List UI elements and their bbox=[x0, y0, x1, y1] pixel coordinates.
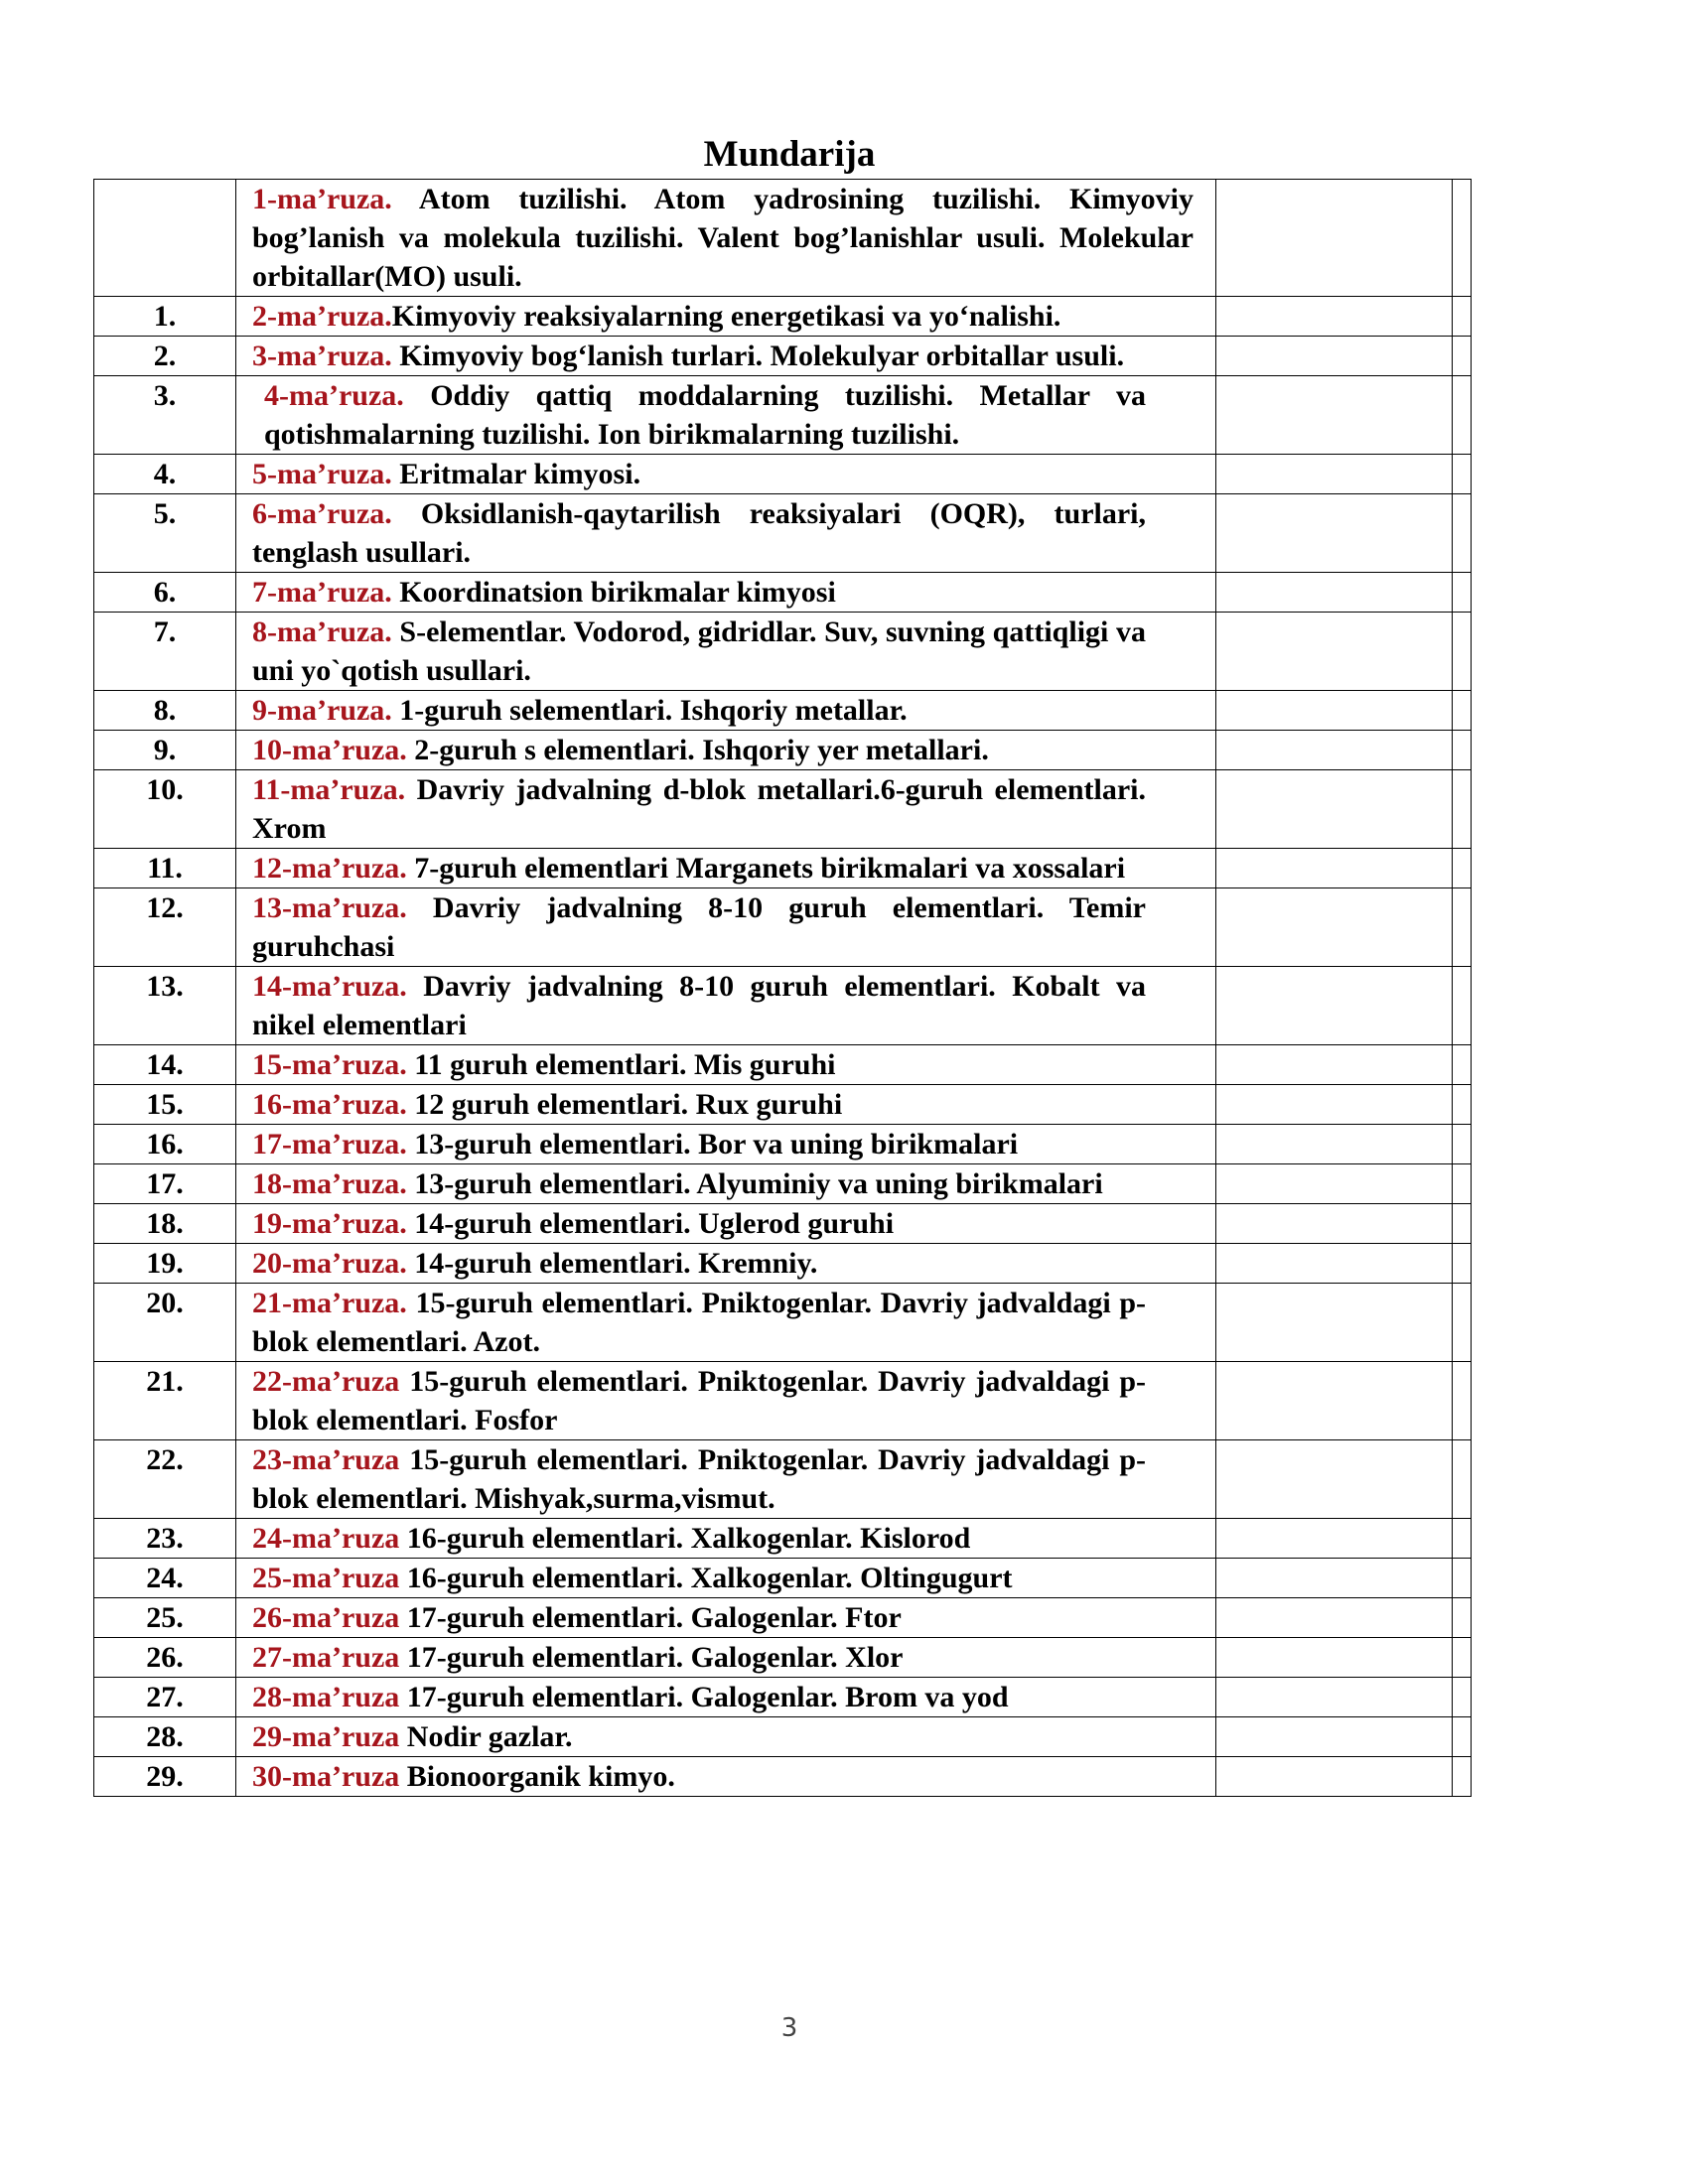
row-number: 11. bbox=[94, 849, 236, 888]
page-cell bbox=[1216, 180, 1453, 297]
page-cell bbox=[1216, 1362, 1453, 1440]
lecture-entry bbox=[236, 1717, 1146, 1756]
lecture-title: Davriy jadvalning 8-10 guruh elementlari. Temir guruhchasi bbox=[252, 891, 1146, 963]
lecture-cell bbox=[236, 613, 1216, 691]
lecture-cell bbox=[236, 1519, 1216, 1559]
table-row bbox=[94, 1362, 1472, 1440]
row-number: 18. bbox=[94, 1204, 236, 1244]
lecture-label: 7-ma’ruza. bbox=[252, 576, 392, 609]
lecture-entry bbox=[236, 1440, 1146, 1518]
table-row bbox=[94, 376, 1472, 455]
lecture-label: 10-ma’ruza. bbox=[252, 734, 407, 766]
lecture-label: 23-ma’ruza bbox=[252, 1443, 400, 1476]
row-number: 17. bbox=[94, 1164, 236, 1204]
lecture-cell bbox=[236, 1678, 1216, 1717]
lecture-entry bbox=[236, 731, 1146, 769]
lecture-title: S-elementlar. Vodorod, gidridlar. Suv, suvning qattiqligi va uni yo`qotish usullari. bbox=[252, 615, 1146, 687]
lecture-cell bbox=[236, 376, 1216, 455]
lecture-label: 25-ma’ruza bbox=[252, 1562, 400, 1594]
extra-cell bbox=[1453, 1164, 1472, 1204]
table-row bbox=[94, 1717, 1472, 1757]
lecture-entry bbox=[236, 849, 1146, 887]
lecture-title: Kimyoviy reaksiyalarning energetikasi va yo‘nalishi. bbox=[391, 300, 1061, 333]
table-row bbox=[94, 691, 1472, 731]
extra-cell bbox=[1453, 1284, 1472, 1362]
page-cell bbox=[1216, 1244, 1453, 1284]
extra-cell bbox=[1453, 455, 1472, 494]
lecture-label: 18-ma’ruza. bbox=[252, 1167, 407, 1200]
row-number: 15. bbox=[94, 1085, 236, 1125]
table-row bbox=[94, 888, 1472, 967]
lecture-cell bbox=[236, 1638, 1216, 1678]
extra-cell bbox=[1453, 1204, 1472, 1244]
extra-cell bbox=[1453, 1125, 1472, 1164]
lecture-cell bbox=[236, 180, 1216, 297]
lecture-cell bbox=[236, 573, 1216, 613]
page-cell bbox=[1216, 731, 1453, 770]
extra-cell bbox=[1453, 180, 1472, 297]
lecture-entry bbox=[236, 455, 1146, 493]
extra-cell bbox=[1453, 297, 1472, 337]
extra-cell bbox=[1453, 888, 1472, 967]
table-row bbox=[94, 337, 1472, 376]
page-cell bbox=[1216, 1204, 1453, 1244]
page-cell bbox=[1216, 1085, 1453, 1125]
lecture-entry bbox=[236, 180, 1194, 296]
row-number: 4. bbox=[94, 455, 236, 494]
lecture-title: 16-guruh elementlari. Xalkogenlar. Oltingugurt bbox=[399, 1562, 1013, 1594]
page-cell bbox=[1216, 1045, 1453, 1085]
lecture-label: 16-ma’ruza. bbox=[252, 1088, 407, 1121]
lecture-cell bbox=[236, 297, 1216, 337]
extra-cell bbox=[1453, 1717, 1472, 1757]
row-number: 2. bbox=[94, 337, 236, 376]
extra-cell bbox=[1453, 731, 1472, 770]
table-row bbox=[94, 297, 1472, 337]
extra-cell bbox=[1453, 770, 1472, 849]
lecture-entry bbox=[236, 337, 1146, 375]
row-number: 10. bbox=[94, 770, 236, 849]
page-cell bbox=[1216, 691, 1453, 731]
table-row bbox=[94, 1045, 1472, 1085]
table-row bbox=[94, 1244, 1472, 1284]
lecture-title: 14-guruh elementlari. Uglerod guruhi bbox=[406, 1207, 895, 1240]
row-number: 5. bbox=[94, 494, 236, 573]
lecture-cell bbox=[236, 1125, 1216, 1164]
table-row bbox=[94, 494, 1472, 573]
lecture-label: 12-ma’ruza. bbox=[252, 852, 407, 885]
contents-table-body bbox=[94, 180, 1472, 1797]
row-number: 25. bbox=[94, 1598, 236, 1638]
lecture-label: 15-ma’ruza. bbox=[252, 1048, 407, 1081]
lecture-entry bbox=[236, 1362, 1146, 1439]
lecture-title: Bionoorganik kimyo. bbox=[399, 1760, 675, 1793]
lecture-title: Eritmalar kimyosi. bbox=[391, 458, 641, 490]
lecture-cell bbox=[236, 731, 1216, 770]
lecture-cell bbox=[236, 1085, 1216, 1125]
lecture-title: 14-guruh elementlari. Kremniy. bbox=[406, 1247, 818, 1280]
row-number: 12. bbox=[94, 888, 236, 967]
lecture-title: 16-guruh elementlari. Xalkogenlar. Kislorod bbox=[399, 1522, 971, 1555]
table-row bbox=[94, 1598, 1472, 1638]
page-cell bbox=[1216, 573, 1453, 613]
lecture-cell bbox=[236, 337, 1216, 376]
lecture-title: 1-guruh selementlari. Ishqoriy metallar. bbox=[391, 694, 908, 727]
lecture-cell bbox=[236, 849, 1216, 888]
lecture-cell bbox=[236, 1757, 1216, 1797]
lecture-title: 15-guruh elementlari. Pniktogenlar. Davriy jadvaldagi p-blok elementlari. Mishyak,surma,vismut. bbox=[252, 1443, 1146, 1515]
page-number: 3 bbox=[780, 2013, 798, 2043]
lecture-cell bbox=[236, 1164, 1216, 1204]
row-number: 28. bbox=[94, 1717, 236, 1757]
lecture-title: Nodir gazlar. bbox=[399, 1720, 573, 1753]
lecture-title: 7-guruh elementlari Marganets birikmalari va xossalari bbox=[406, 852, 1126, 885]
extra-cell bbox=[1453, 613, 1472, 691]
lecture-label: 17-ma’ruza. bbox=[252, 1128, 407, 1160]
table-row bbox=[94, 455, 1472, 494]
row-number: 22. bbox=[94, 1440, 236, 1519]
lecture-cell bbox=[236, 1244, 1216, 1284]
page-cell bbox=[1216, 1678, 1453, 1717]
extra-cell bbox=[1453, 337, 1472, 376]
lecture-title: Kimyoviy bog‘lanish turlari. Molekulyar orbitallar usuli. bbox=[391, 340, 1125, 372]
lecture-cell bbox=[236, 1598, 1216, 1638]
table-row bbox=[94, 967, 1472, 1045]
page-title: Mundarija bbox=[703, 134, 876, 175]
table-row bbox=[94, 1638, 1472, 1678]
table-row bbox=[94, 1164, 1472, 1204]
extra-cell bbox=[1453, 494, 1472, 573]
lecture-label: 6-ma’ruza. bbox=[252, 497, 392, 530]
extra-cell bbox=[1453, 1244, 1472, 1284]
extra-cell bbox=[1453, 376, 1472, 455]
extra-cell bbox=[1453, 1598, 1472, 1638]
lecture-cell bbox=[236, 1440, 1216, 1519]
lecture-title: Davriy jadvalning d-blok metallari.6-guruh elementlari. Xrom bbox=[252, 773, 1146, 845]
row-number: 24. bbox=[94, 1559, 236, 1598]
lecture-label: 3-ma’ruza. bbox=[252, 340, 392, 372]
page-cell bbox=[1216, 849, 1453, 888]
lecture-entry bbox=[236, 1045, 1146, 1084]
lecture-title: Oddiy qattiq moddalarning tuzilishi. Metallar va qotishmalarning tuzilishi. Ion birikmalarning tuzilishi. bbox=[264, 379, 1146, 451]
row-number: 20. bbox=[94, 1284, 236, 1362]
lecture-label: 13-ma’ruza. bbox=[252, 891, 407, 924]
extra-cell bbox=[1453, 1519, 1472, 1559]
extra-cell bbox=[1453, 1045, 1472, 1085]
lecture-cell bbox=[236, 967, 1216, 1045]
table-row bbox=[94, 1678, 1472, 1717]
extra-cell bbox=[1453, 573, 1472, 613]
extra-cell bbox=[1453, 1559, 1472, 1598]
row-number: 26. bbox=[94, 1638, 236, 1678]
extra-cell bbox=[1453, 1362, 1472, 1440]
lecture-cell bbox=[236, 1717, 1216, 1757]
lecture-entry bbox=[236, 1757, 1146, 1796]
lecture-label: 11-ma’ruza. bbox=[252, 773, 406, 806]
lecture-label: 29-ma’ruza bbox=[252, 1720, 400, 1753]
lecture-title: 15-guruh elementlari. Pniktogenlar. Davriy jadvaldagi p-blok elementlari. Azot. bbox=[252, 1287, 1146, 1358]
lecture-label: 22-ma’ruza bbox=[252, 1365, 400, 1398]
lecture-title: 2-guruh s elementlari. Ishqoriy yer metallari. bbox=[406, 734, 989, 766]
lecture-cell bbox=[236, 1045, 1216, 1085]
lecture-title: 12 guruh elementlari. Rux guruhi bbox=[406, 1088, 843, 1121]
lecture-label: 28-ma’ruza bbox=[252, 1681, 400, 1713]
row-number bbox=[94, 180, 236, 297]
lecture-title: 17-guruh elementlari. Galogenlar. Brom va yod bbox=[399, 1681, 1009, 1713]
lecture-title: 11 guruh elementlari. Mis guruhi bbox=[406, 1048, 836, 1081]
lecture-title: Davriy jadvalning 8-10 guruh elementlari. Kobalt va nikel elementlari bbox=[252, 970, 1146, 1041]
lecture-cell bbox=[236, 1284, 1216, 1362]
row-number: 9. bbox=[94, 731, 236, 770]
contents-table bbox=[93, 179, 1472, 1797]
extra-cell bbox=[1453, 1678, 1472, 1717]
lecture-title: 17-guruh elementlari. Galogenlar. Ftor bbox=[399, 1601, 902, 1634]
lecture-entry bbox=[236, 1559, 1146, 1597]
table-row bbox=[94, 1125, 1472, 1164]
row-number: 23. bbox=[94, 1519, 236, 1559]
lecture-title: 13-guruh elementlari. Bor va uning birikmalari bbox=[406, 1128, 1019, 1160]
lecture-label: 1-ma’ruza. bbox=[252, 183, 392, 215]
lecture-cell bbox=[236, 770, 1216, 849]
page-cell bbox=[1216, 1757, 1453, 1797]
extra-cell bbox=[1453, 1440, 1472, 1519]
page-cell bbox=[1216, 1164, 1453, 1204]
lecture-entry bbox=[236, 770, 1146, 848]
table-row bbox=[94, 1204, 1472, 1244]
lecture-entry bbox=[236, 494, 1146, 572]
page-cell bbox=[1216, 494, 1453, 573]
lecture-cell bbox=[236, 888, 1216, 967]
row-number: 19. bbox=[94, 1244, 236, 1284]
page-cell bbox=[1216, 967, 1453, 1045]
row-number: 13. bbox=[94, 967, 236, 1045]
lecture-entry bbox=[236, 1164, 1146, 1203]
row-number: 7. bbox=[94, 613, 236, 691]
lecture-entry bbox=[236, 1204, 1146, 1243]
lecture-label: 21-ma’ruza. bbox=[252, 1287, 407, 1319]
row-number: 27. bbox=[94, 1678, 236, 1717]
page-cell bbox=[1216, 297, 1453, 337]
row-number: 16. bbox=[94, 1125, 236, 1164]
lecture-entry bbox=[236, 613, 1146, 690]
lecture-label: 26-ma’ruza bbox=[252, 1601, 400, 1634]
table-row bbox=[94, 1085, 1472, 1125]
lecture-entry bbox=[236, 888, 1146, 966]
row-number: 3. bbox=[94, 376, 236, 455]
table-row bbox=[94, 180, 1472, 297]
lecture-label: 27-ma’ruza bbox=[252, 1641, 400, 1674]
lecture-title: 15-guruh elementlari. Pniktogenlar. Davriy jadvaldagi p-blok elementlari. Fosfor bbox=[252, 1365, 1146, 1436]
lecture-cell bbox=[236, 1559, 1216, 1598]
lecture-label: 9-ma’ruza. bbox=[252, 694, 392, 727]
page-cell bbox=[1216, 1598, 1453, 1638]
extra-cell bbox=[1453, 849, 1472, 888]
extra-cell bbox=[1453, 691, 1472, 731]
lecture-entry bbox=[236, 1284, 1146, 1361]
page-cell bbox=[1216, 1440, 1453, 1519]
row-number: 29. bbox=[94, 1757, 236, 1797]
table-row bbox=[94, 770, 1472, 849]
lecture-label: 2-ma’ruza. bbox=[252, 300, 392, 333]
lecture-entry bbox=[236, 297, 1146, 336]
lecture-entry bbox=[236, 1244, 1146, 1283]
lecture-cell bbox=[236, 494, 1216, 573]
table-row bbox=[94, 1440, 1472, 1519]
lecture-label: 19-ma’ruza. bbox=[252, 1207, 407, 1240]
lecture-entry bbox=[236, 967, 1146, 1044]
page-cell bbox=[1216, 1125, 1453, 1164]
lecture-entry bbox=[236, 691, 1146, 730]
table-row bbox=[94, 1757, 1472, 1797]
row-number: 6. bbox=[94, 573, 236, 613]
page-cell bbox=[1216, 613, 1453, 691]
table-row bbox=[94, 613, 1472, 691]
lecture-title: Koordinatsion birikmalar kimyosi bbox=[391, 576, 836, 609]
lecture-entry bbox=[236, 1085, 1146, 1124]
table-row bbox=[94, 849, 1472, 888]
lecture-entry bbox=[236, 1598, 1146, 1637]
row-number: 14. bbox=[94, 1045, 236, 1085]
lecture-label: 14-ma’ruza. bbox=[252, 970, 407, 1003]
page-cell bbox=[1216, 1638, 1453, 1678]
lecture-title: 17-guruh elementlari. Galogenlar. Xlor bbox=[399, 1641, 904, 1674]
lecture-entry bbox=[236, 1519, 1146, 1558]
page-cell bbox=[1216, 376, 1453, 455]
page-cell bbox=[1216, 1717, 1453, 1757]
lecture-entry bbox=[236, 573, 1146, 612]
lecture-entry bbox=[236, 1638, 1146, 1677]
lecture-label: 24-ma’ruza bbox=[252, 1522, 400, 1555]
row-number: 1. bbox=[94, 297, 236, 337]
lecture-cell bbox=[236, 691, 1216, 731]
table-row bbox=[94, 1519, 1472, 1559]
page-cell bbox=[1216, 1284, 1453, 1362]
table-row bbox=[94, 1559, 1472, 1598]
lecture-label: 4-ma’ruza. bbox=[264, 379, 404, 412]
lecture-label: 30-ma’ruza bbox=[252, 1760, 400, 1793]
page-cell bbox=[1216, 455, 1453, 494]
page-cell bbox=[1216, 1519, 1453, 1559]
table-row bbox=[94, 573, 1472, 613]
lecture-entry bbox=[236, 1678, 1146, 1716]
lecture-cell bbox=[236, 1204, 1216, 1244]
extra-cell bbox=[1453, 1638, 1472, 1678]
table-row bbox=[94, 1284, 1472, 1362]
lecture-title: Atom tuzilishi. Atom yadrosining tuzilishi. Kimyoviy bog’lanish va molekula tuzilishi. Valent bog’lanishlar usuli. Molekular orbitallar(MO) usuli. bbox=[252, 183, 1194, 293]
extra-cell bbox=[1453, 1085, 1472, 1125]
lecture-cell bbox=[236, 455, 1216, 494]
lecture-entry bbox=[236, 376, 1146, 454]
page-cell bbox=[1216, 1559, 1453, 1598]
lecture-label: 5-ma’ruza. bbox=[252, 458, 392, 490]
lecture-title: 13-guruh elementlari. Alyuminiy va uning birikmalari bbox=[406, 1167, 1103, 1200]
lecture-cell bbox=[236, 1362, 1216, 1440]
page-cell bbox=[1216, 888, 1453, 967]
row-number: 8. bbox=[94, 691, 236, 731]
lecture-label: 20-ma’ruza. bbox=[252, 1247, 407, 1280]
extra-cell bbox=[1453, 1757, 1472, 1797]
lecture-title: Oksidlanish-qaytarilish reaksiyalari (OQR), turlari, tenglash usullari. bbox=[252, 497, 1146, 569]
table-row bbox=[94, 731, 1472, 770]
page-cell bbox=[1216, 337, 1453, 376]
page-cell bbox=[1216, 770, 1453, 849]
extra-cell bbox=[1453, 967, 1472, 1045]
lecture-label: 8-ma’ruza. bbox=[252, 615, 392, 648]
row-number: 21. bbox=[94, 1362, 236, 1440]
lecture-entry bbox=[236, 1125, 1146, 1163]
